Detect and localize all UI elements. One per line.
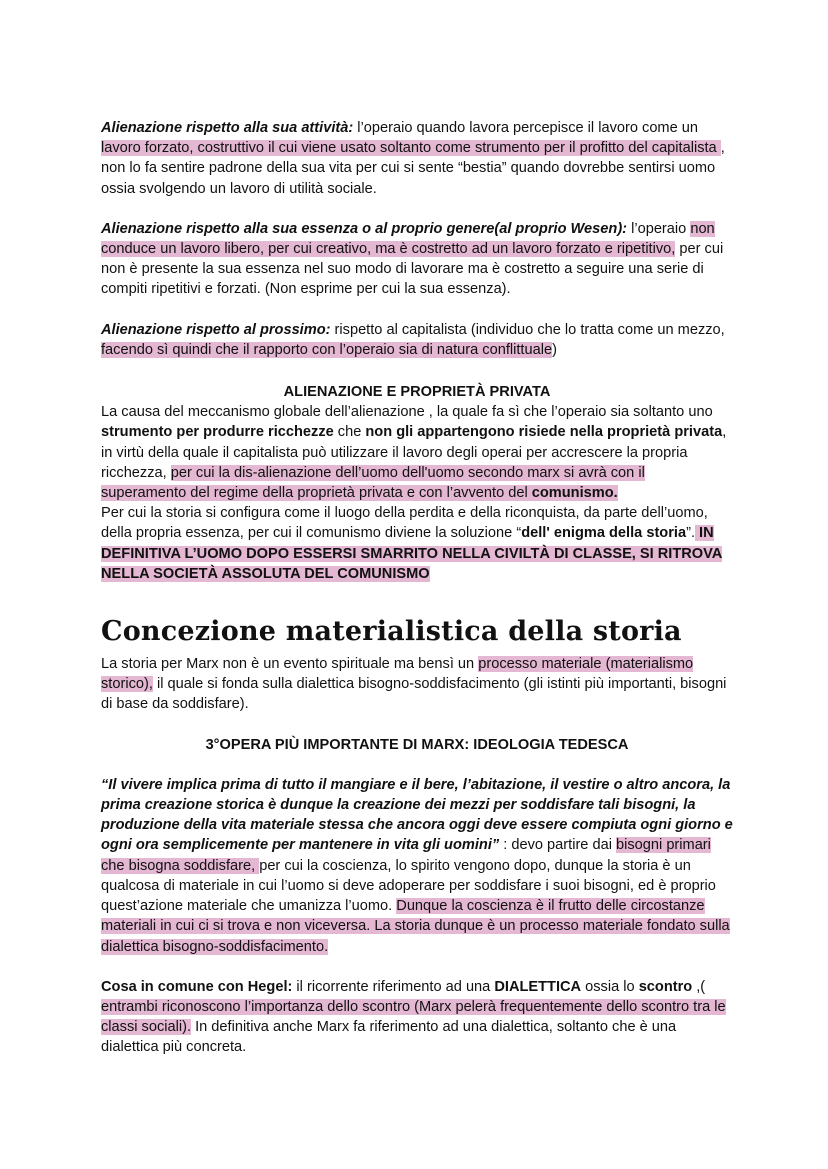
- paragraph-history-essence: [101, 503, 733, 584]
- paragraph-historical-materialism: [101, 654, 733, 715]
- text-run: per cui non è presente la sua essenza nel suo modo di lavorare ma è costretto a seguire una serie di compiti ripetitivi e forzati. (Non esprime per cui la sua essenza).: [101, 241, 724, 298]
- paragraph-alienation-activity: [101, 118, 733, 199]
- bold-run: non gli appartengono risiede nella proprietà privata: [365, 424, 723, 441]
- text-run: , in virtù della quale il capitalista può utilizzare il lavoro degli operai per accrescere la propria ricchezza,: [101, 424, 727, 481]
- quote-text: “Il vivere implica prima di tutto il mangiare e il bere, l’abitazione, il vestire o altro ancora, la prima creazione storica è dunque la creazione dei mezzi per soddisfare tali bisogni, la produzione della vita materiale stessa che ancora oggi deve essere compiuta ogni giorno e ogni ora semplicemente per mantenere in vita gli uomini”: [101, 776, 733, 854]
- text-run: ,(: [692, 978, 706, 995]
- bold-run: Cosa in comune con Hegel:: [101, 978, 293, 995]
- section-title-materialism: Concezione materialistica della storia: [101, 616, 682, 648]
- highlight: processo materiale (materialismo storico),: [101, 656, 694, 693]
- highlight: non conduce un lavoro libero, per cui creativo, ma è costretto ad un lavoro forzato e ripetitivo,: [101, 220, 715, 258]
- text-run: l’operaio quando lavora percepisce il lavoro come un: [353, 120, 698, 136]
- text-run: ): [552, 341, 557, 358]
- highlight: entrambi riconoscono l’importanza dello scontro (Marx pelerà frequentemente dello scontro tra le classi sociali).: [101, 998, 726, 1036]
- highlight: lavoro forzato, costruttivo il cui viene usato soltanto come strumento per il profitto del capitalista: [101, 140, 721, 157]
- term-label: Alienazione rispetto alla sua essenza o al proprio genere(al proprio Wesen):: [101, 220, 628, 237]
- section-heading-private-property: ALIENAZIONE E PROPRIETÀ PRIVATA: [283, 384, 551, 401]
- text-run: Per cui la storia si configura come il luogo della perdita e della riconquista, da parte dell’uomo, della propria essenza, per cui il comunismo diviene la soluzione “: [101, 505, 708, 542]
- bold-run: DIALETTICA: [494, 978, 582, 995]
- text-run: rispetto al capitalista (individuo che lo tratta come un mezzo,: [330, 321, 725, 338]
- highlight-bold: comunismo.: [531, 485, 618, 502]
- text-run: La causa del meccanismo globale dell’alienazione , la quale fa sì che l’operaio sia soltanto uno: [101, 404, 713, 421]
- text-run: ossia lo: [581, 978, 639, 995]
- section-heading-german-ideology: 3°OPERA PIÙ IMPORTANTE DI MARX: IDEOLOGIA TEDESCA: [205, 736, 629, 753]
- paragraph-quote: [101, 775, 733, 957]
- paragraph-alienation-essence: [101, 219, 733, 300]
- text-run: l’operaio: [627, 220, 691, 237]
- text-run: ”.: [686, 525, 695, 542]
- bold-run: scontro: [638, 978, 693, 995]
- highlight: bisogni primari che bisogna soddisfare,: [101, 837, 711, 874]
- text-run: In definitiva anche Marx fa riferimento ad una dialettica, soltanto che è una dialettica più concreta.: [101, 1019, 677, 1056]
- bold-run: dell' enigma della storia: [521, 525, 687, 542]
- bold-run: strumento per produrre ricchezze: [101, 424, 334, 441]
- highlight: facendo sì quindi che il rapporto con l’operaio sia di natura conflittuale: [101, 341, 553, 358]
- text-run: : devo partire dai: [499, 837, 617, 854]
- paragraph-private-property: [101, 402, 733, 503]
- term-label: Alienazione rispetto alla sua attività:: [101, 120, 354, 136]
- paragraph-alienation-neighbor: [101, 320, 733, 360]
- highlight-bold: IN DEFINITIVA L’UOMO DOPO ESSERSI SMARRITO NELLA CIVILTÀ DI CLASSE, SI RITROVA NELLA SOCIETÀ ASSOLUTA DEL COMUNISMO: [101, 525, 723, 582]
- text-run: La storia per Marx non è un evento spirituale ma bensì un: [101, 656, 479, 673]
- text-run: che: [333, 424, 366, 441]
- highlight: per cui la dis-alienazione dell’uomo dell'uomo secondo marx si avrà con il superamento del regime della proprietà privata e con l’avvento del: [101, 464, 645, 502]
- term-label: Alienazione rispetto al prossimo:: [101, 321, 331, 338]
- document-page: [101, 118, 733, 1058]
- text-run: il quale si fonda sulla dialettica bisogno-soddisfacimento (gli istinti più importanti, bisogni di base da soddisfare).: [101, 676, 727, 713]
- text-run: il ricorrente riferimento ad una: [292, 978, 495, 995]
- text-run: , non lo fa sentire padrone della sua vita per cui si sente “bestia” quando dovrebbe sentirsi uomo ossia svolgendo un lavoro di utilità sociale.: [101, 140, 725, 197]
- text-run: per cui la coscienza, lo spirito vengono dopo, dunque la storia è un qualcosa di materiale in cui l’uomo si deve adoperare per soddisfare i suoi bisogni, ed è proprio quest’azione materiale che umanizza l’uomo.: [101, 857, 716, 915]
- paragraph-hegel: [101, 977, 733, 1058]
- highlight: Dunque la coscienza è il frutto delle circostanze materiali in cui ci si trova e non viceversa. La storia dunque è un processo materiale fondato sulla dialettica bisogno-soddisfacimento.: [101, 898, 730, 955]
